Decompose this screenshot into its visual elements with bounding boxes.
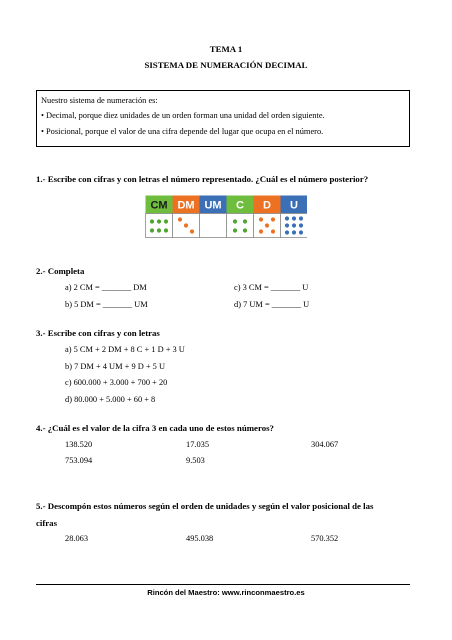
q2-item-d: d) 7 UM = _______ U: [234, 300, 310, 309]
q4-number-3: 304.067: [311, 440, 339, 449]
counter-dot: [243, 228, 247, 232]
place-value-table: [145, 195, 307, 239]
intro-line-3: • Posicional, porque el valor de una cifra depende del lugar que ocupa en el número.: [41, 127, 324, 136]
column-cell: [200, 214, 227, 238]
counter-dot: [299, 223, 303, 227]
counter-dot: [265, 223, 269, 227]
counter-dot: [292, 230, 296, 234]
counter-dot: [285, 230, 289, 234]
question-4-title: 4.- ¿Cuál es el valor de la cifra 3 en cada uno de estos números?: [36, 423, 274, 433]
question-2-title: 2.- Completa: [36, 266, 85, 276]
intro-box: [36, 90, 410, 147]
q2-item-a: a) 2 CM = _______ DM: [65, 283, 147, 292]
footer-credit: Rincón del Maestro: www.rinconmaestro.es: [147, 588, 305, 597]
counter-dot: [233, 228, 237, 232]
question-5-title: 5.- Descompón estos números según el orden de unidades y según el valor posicional de las: [36, 501, 374, 511]
tema-heading: TEMA 1: [209, 44, 243, 54]
q3-item-b: b) 7 DM + 4 UM + 9 D + 5 U: [65, 362, 166, 371]
counter-dot: [164, 228, 168, 232]
counter-dot: [292, 216, 296, 220]
footer-rule: [36, 584, 410, 585]
intro-line-2: • Decimal, porque diez unidades de un orden forman una unidad del orden siguiente.: [41, 111, 325, 120]
intro-line-1: Nuestro sistema de numeración es:: [41, 96, 158, 105]
q4-number-1: 138.520: [65, 440, 93, 449]
q2-item-b: b) 5 DM = _______ UM: [65, 300, 148, 309]
counter-dot: [157, 219, 161, 223]
q3-item-d: d) 80.000 + 5.000 + 60 + 8: [65, 395, 156, 404]
question-3-title: 3.- Escribe con cifras y con letras: [36, 328, 160, 338]
counter-dot: [292, 223, 296, 227]
counter-dot: [299, 230, 303, 234]
column-label: CM: [150, 199, 168, 212]
column-cell: [227, 214, 254, 238]
column-cell: [146, 214, 173, 238]
counter-dot: [271, 229, 275, 233]
counter-dot: [157, 228, 161, 232]
column-label: D: [263, 199, 271, 212]
counter-dot: [190, 229, 194, 233]
q3-item-c: c) 600.000 + 3.000 + 700 + 20: [65, 378, 168, 387]
column-label: UM: [204, 199, 222, 212]
counter-dot: [150, 219, 154, 223]
q5-number-1: 28.063: [65, 534, 89, 543]
q4-number-5: 9.503: [186, 456, 205, 465]
column-label: C: [236, 199, 244, 212]
counter-dot: [259, 217, 263, 221]
counter-dot: [184, 223, 188, 227]
counter-dot: [259, 229, 263, 233]
counter-dot: [164, 219, 168, 223]
q2-item-c: c) 3 CM = _______ U: [234, 283, 309, 292]
q4-number-2: 17.035: [186, 440, 210, 449]
counter-dot: [243, 219, 247, 223]
counter-dot: [299, 216, 303, 220]
counter-dot: [271, 217, 275, 221]
counter-dot: [285, 223, 289, 227]
counter-dot: [285, 216, 289, 220]
question-1-title: 1.- Escribe con cifras y con letras el número representado. ¿Cuál es el número posterior?: [36, 174, 369, 184]
counter-dot: [178, 217, 182, 221]
column-label: DM: [177, 199, 195, 212]
q5-number-2: 495.038: [186, 534, 214, 543]
question-5-title-cont: cifras: [36, 518, 58, 528]
counter-dot: [150, 228, 154, 232]
page-title: SISTEMA DE NUMERACIÓN DECIMAL: [144, 60, 308, 70]
column-label: U: [290, 199, 298, 212]
q3-item-a: a) 5 CM + 2 DM + 8 C + 1 D + 3 U: [65, 345, 185, 354]
q5-number-3: 570.352: [311, 534, 339, 543]
q4-number-4: 753.094: [65, 456, 93, 465]
counter-dot: [233, 219, 237, 223]
